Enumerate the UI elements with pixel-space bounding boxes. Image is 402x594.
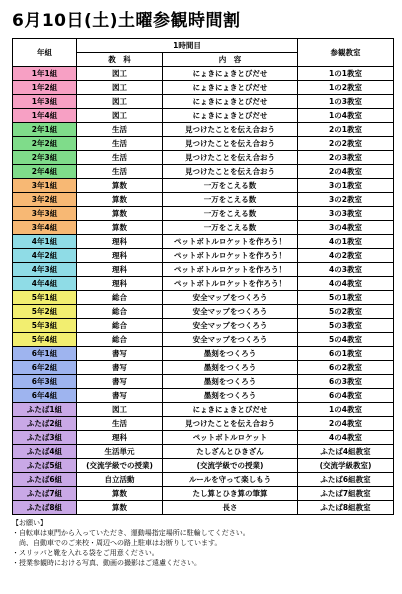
- content-cell: 一万をこえる数: [163, 207, 298, 221]
- content-cell: 墨刻をつくろう: [163, 361, 298, 375]
- content-cell: ルールを守って楽しもう: [163, 473, 298, 487]
- class-name-cell: 5年3組: [13, 319, 77, 333]
- subject-cell: 総合: [77, 291, 163, 305]
- subject-cell: 理科: [77, 235, 163, 249]
- table-row: [13, 417, 394, 431]
- content-cell: 一万をこえる数: [163, 179, 298, 193]
- class-name-cell: ふたば2組: [13, 417, 77, 431]
- content-cell: たしざんとひきざん: [163, 445, 298, 459]
- subject-cell: 総合: [77, 333, 163, 347]
- content-cell: 墨刻をつくろう: [163, 389, 298, 403]
- content-cell: 墨刻をつくろう: [163, 375, 298, 389]
- room-cell: 5の4教室: [298, 333, 394, 347]
- subject-cell: 図工: [77, 95, 163, 109]
- class-name-cell: ふたば8組: [13, 501, 77, 515]
- content-cell: 見つけたことを伝え合おう: [163, 123, 298, 137]
- class-name-cell: 1年1組: [13, 67, 77, 81]
- table-row: [13, 333, 394, 347]
- class-name-cell: 2年1組: [13, 123, 77, 137]
- class-name-cell: 4年3組: [13, 263, 77, 277]
- room-cell: 5の2教室: [298, 305, 394, 319]
- content-cell: 見つけたことを伝え合おう: [163, 151, 298, 165]
- subject-column-header: 教 科: [77, 53, 163, 67]
- content-cell: ペットボトルロケットを作ろう！: [163, 249, 298, 263]
- notes-section: [12, 518, 392, 568]
- class-name-cell: 3年1組: [13, 179, 77, 193]
- schedule-rows: [13, 67, 394, 515]
- content-cell: 一万をこえる数: [163, 193, 298, 207]
- subject-cell: 図工: [77, 67, 163, 81]
- class-name-cell: ふたば6組: [13, 473, 77, 487]
- room-cell: (交流学級教室): [298, 459, 394, 473]
- room-cell: 2の2教室: [298, 137, 394, 151]
- table-row: [13, 277, 394, 291]
- class-name-cell: ふたば7組: [13, 487, 77, 501]
- subject-cell: 生活単元: [77, 445, 163, 459]
- class-name-cell: ふたば5組: [13, 459, 77, 473]
- room-cell: 3の1教室: [298, 179, 394, 193]
- table-row: [13, 487, 394, 501]
- content-cell: 見つけたことを伝え合おう: [163, 165, 298, 179]
- table-row: [13, 109, 394, 123]
- class-column-header: 年組: [13, 39, 77, 67]
- room-cell: 3の3教室: [298, 207, 394, 221]
- room-cell: 5の1教室: [298, 291, 394, 305]
- table-row: [13, 501, 394, 515]
- content-cell: にょきにょきとびだせ: [163, 95, 298, 109]
- room-cell: ふたば6組教室: [298, 473, 394, 487]
- room-cell: 6の3教室: [298, 375, 394, 389]
- note-line: 尚、自動車でのご来校・周辺への路上駐車はお断りしています。: [12, 539, 222, 547]
- class-name-cell: 1年2組: [13, 81, 77, 95]
- content-cell: にょきにょきとびだせ: [163, 81, 298, 95]
- table-row: [13, 459, 394, 473]
- content-cell: ペットボトルロケットを作ろう！: [163, 263, 298, 277]
- table-row: [13, 361, 394, 375]
- class-name-cell: 6年2組: [13, 361, 77, 375]
- room-cell: 3の2教室: [298, 193, 394, 207]
- subject-cell: 算数: [77, 221, 163, 235]
- room-cell: 4の4教室: [298, 277, 394, 291]
- content-cell: (交流学級での授業): [163, 459, 298, 473]
- room-column-header: 参観教室: [298, 39, 394, 67]
- note-line: 【お願い】: [12, 519, 47, 527]
- content-cell: ペットボトルロケットを作ろう！: [163, 277, 298, 291]
- table-row: [13, 403, 394, 417]
- room-cell: 4の4教室: [298, 431, 394, 445]
- table-row: [13, 319, 394, 333]
- table-row: [13, 95, 394, 109]
- class-name-cell: 1年4組: [13, 109, 77, 123]
- table-row: [13, 179, 394, 193]
- content-cell: 墨刻をつくろう: [163, 347, 298, 361]
- class-name-cell: ふたば1組: [13, 403, 77, 417]
- subject-cell: (交流学級での授業): [77, 459, 163, 473]
- room-cell: 4の3教室: [298, 263, 394, 277]
- subject-cell: 理科: [77, 431, 163, 445]
- class-name-cell: 3年2組: [13, 193, 77, 207]
- room-cell: 4の2教室: [298, 249, 394, 263]
- subject-cell: 総合: [77, 319, 163, 333]
- content-cell: 安全マップをつくろう: [163, 305, 298, 319]
- table-row: [13, 137, 394, 151]
- table-row: [13, 123, 394, 137]
- note-line: ・自転車は東門から入っていただき、運動場指定場所に駐輪してください。: [12, 529, 250, 537]
- room-cell: 5の3教室: [298, 319, 394, 333]
- subject-cell: 書写: [77, 347, 163, 361]
- subject-cell: 生活: [77, 151, 163, 165]
- content-cell: ペットボトルロケット: [163, 431, 298, 445]
- table-row: [13, 221, 394, 235]
- table-row: [13, 249, 394, 263]
- content-cell: たし算とひき算の筆算: [163, 487, 298, 501]
- class-name-cell: 3年3組: [13, 207, 77, 221]
- content-cell: 安全マップをつくろう: [163, 319, 298, 333]
- note-line: ・授業参観時における写真、動画の撮影はご遠慮ください。: [12, 559, 201, 567]
- subject-cell: 算数: [77, 207, 163, 221]
- class-name-cell: 4年4組: [13, 277, 77, 291]
- period-header: 1時間目: [77, 39, 298, 53]
- room-cell: 6の4教室: [298, 389, 394, 403]
- subject-cell: 算数: [77, 487, 163, 501]
- subject-cell: 生活: [77, 417, 163, 431]
- table-row: [13, 291, 394, 305]
- content-cell: 見つけたことを伝え合おう: [163, 417, 298, 431]
- room-cell: 6の1教室: [298, 347, 394, 361]
- page-title: 6月10日(土)土曜参観時間割: [12, 11, 241, 31]
- room-cell: 1の4教室: [298, 403, 394, 417]
- room-cell: 1の2教室: [298, 81, 394, 95]
- subject-cell: 理科: [77, 263, 163, 277]
- table-row: [13, 305, 394, 319]
- class-name-cell: 6年3組: [13, 375, 77, 389]
- class-name-cell: 1年3組: [13, 95, 77, 109]
- class-name-cell: 5年1組: [13, 291, 77, 305]
- content-cell: 安全マップをつくろう: [163, 333, 298, 347]
- room-cell: ふたば4組教室: [298, 445, 394, 459]
- table-row: [13, 431, 394, 445]
- subject-cell: 図工: [77, 403, 163, 417]
- class-name-cell: 2年3組: [13, 151, 77, 165]
- table-row: [13, 347, 394, 361]
- class-name-cell: 2年4組: [13, 165, 77, 179]
- class-name-cell: 5年4組: [13, 333, 77, 347]
- table-row: [13, 67, 394, 81]
- content-cell: 一万をこえる数: [163, 221, 298, 235]
- schedule-table: [12, 38, 394, 515]
- subject-cell: 生活: [77, 165, 163, 179]
- content-cell: ペットボトルロケットを作ろう！: [163, 235, 298, 249]
- subject-cell: 算数: [77, 179, 163, 193]
- content-cell: にょきにょきとびだせ: [163, 403, 298, 417]
- room-cell: 1の1教室: [298, 67, 394, 81]
- room-cell: 3の4教室: [298, 221, 394, 235]
- subject-cell: 生活: [77, 123, 163, 137]
- subject-cell: 図工: [77, 109, 163, 123]
- content-cell: にょきにょきとびだせ: [163, 67, 298, 81]
- table-row: [13, 445, 394, 459]
- table-row: [13, 151, 394, 165]
- subject-cell: 生活: [77, 137, 163, 151]
- room-cell: 2の4教室: [298, 165, 394, 179]
- table-row: [13, 263, 394, 277]
- class-name-cell: 4年1組: [13, 235, 77, 249]
- subject-cell: 書写: [77, 389, 163, 403]
- subject-cell: 理科: [77, 277, 163, 291]
- content-cell: 安全マップをつくろう: [163, 291, 298, 305]
- table-row: [13, 235, 394, 249]
- room-cell: 6の2教室: [298, 361, 394, 375]
- room-cell: 2の3教室: [298, 151, 394, 165]
- table-row: [13, 81, 394, 95]
- room-cell: 2の1教室: [298, 123, 394, 137]
- content-column-header: 内 容: [163, 53, 298, 67]
- class-name-cell: ふたば4組: [13, 445, 77, 459]
- table-row: [13, 473, 394, 487]
- subject-cell: 書写: [77, 375, 163, 389]
- note-line: ・スリッパと靴を入れる袋をご用意ください。: [12, 549, 159, 557]
- class-name-cell: 4年2組: [13, 249, 77, 263]
- class-name-cell: 5年2組: [13, 305, 77, 319]
- room-cell: 2の4教室: [298, 417, 394, 431]
- room-cell: 1の3教室: [298, 95, 394, 109]
- subject-cell: 自立活動: [77, 473, 163, 487]
- subject-cell: 書写: [77, 361, 163, 375]
- class-name-cell: 2年2組: [13, 137, 77, 151]
- subject-cell: 算数: [77, 501, 163, 515]
- class-name-cell: 3年4組: [13, 221, 77, 235]
- table-row: [13, 193, 394, 207]
- subject-cell: 理科: [77, 249, 163, 263]
- room-cell: 1の4教室: [298, 109, 394, 123]
- content-cell: にょきにょきとびだせ: [163, 109, 298, 123]
- content-cell: 長さ: [163, 501, 298, 515]
- room-cell: 4の1教室: [298, 235, 394, 249]
- table-row: [13, 389, 394, 403]
- subject-cell: 総合: [77, 305, 163, 319]
- class-name-cell: 6年1組: [13, 347, 77, 361]
- subject-cell: 算数: [77, 193, 163, 207]
- room-cell: ふたば8組教室: [298, 501, 394, 515]
- table-row: [13, 207, 394, 221]
- class-name-cell: 6年4組: [13, 389, 77, 403]
- subject-cell: 図工: [77, 81, 163, 95]
- table-row: [13, 375, 394, 389]
- table-row: [13, 165, 394, 179]
- content-cell: 見つけたことを伝え合おう: [163, 137, 298, 151]
- room-cell: ふたば7組教室: [298, 487, 394, 501]
- class-name-cell: ふたば3組: [13, 431, 77, 445]
